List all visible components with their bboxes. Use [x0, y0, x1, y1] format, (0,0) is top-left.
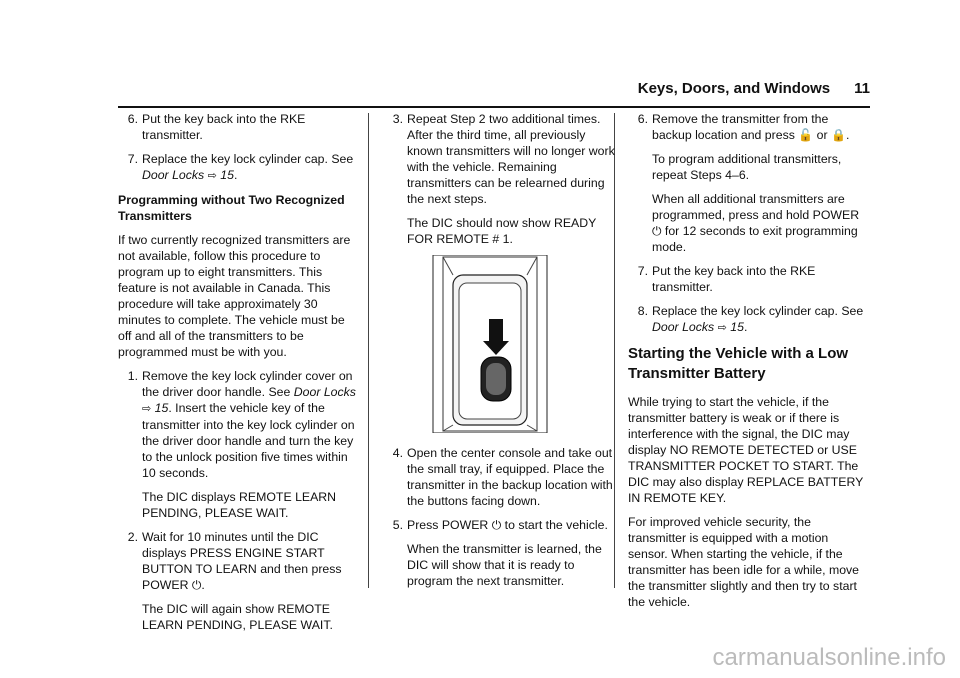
- page-number: 11: [854, 80, 870, 97]
- ref-arrow-icon: ⇨: [142, 403, 152, 415]
- console-diagram: [431, 255, 549, 433]
- watermark: carmanualsonline.info: [712, 644, 946, 671]
- power-icon: ⏻: [491, 518, 502, 532]
- power-icon: ⏻: [191, 578, 202, 592]
- door-locks-link[interactable]: Door Locks: [652, 320, 715, 334]
- console-transmitter-illustration: [431, 255, 549, 433]
- unlock-icon: 🔓: [798, 128, 814, 142]
- step-note: The DIC will again show REMOTE LEARN PENDING, PLEASE WAIT.: [142, 602, 333, 632]
- page-ref[interactable]: 15: [730, 320, 744, 334]
- column-divider: [368, 113, 369, 588]
- step-6: 6. Put the key back into the RKE transmitter.: [127, 112, 306, 142]
- subheading: Programming without Two Recognized Transmitters: [118, 193, 345, 223]
- step-note: When the transmitter is learned, the DIC will show that it is ready to program the next transmitter.: [407, 542, 602, 588]
- step-4: 4. Open the center console and take out the small tray, if equipped. Place the transmitter in the backup location with the buttons facing down.: [392, 446, 613, 508]
- section-heading: Starting the Vehicle with a Low Transmitter Battery: [628, 345, 849, 382]
- ref-arrow-icon: ⇨: [717, 322, 727, 334]
- intro-paragraph: If two currently recognized transmitters are not available, follow this procedure to program up to eight transmitters. This feature is not available in Canada. This procedure will take approximately 30 minutes to complete. The vehicle must be off and all of the transmitters to be programmed must be with you.: [118, 233, 351, 359]
- lock-icon: 🔒: [831, 128, 846, 142]
- paragraph: For improved vehicle security, the transmitter is equipped with a motion sensor. When starting the vehicle, if the transmitter has been idle for a while, move the transmitter slightly and then try to start the vehicle.: [628, 515, 860, 609]
- paragraph: While trying to start the vehicle, if the transmitter battery is weak or if there is interference with the signal, the DIC may display NO REMOTE DETECTED or USE TRANSMITTER POCKET TO START. The DIC may also display REPLACE BATTERY IN REMOTE KEY.: [628, 395, 864, 505]
- door-locks-link[interactable]: Door Locks: [142, 168, 205, 182]
- ref-arrow-icon: ⇨: [207, 170, 217, 182]
- section-title: Keys, Doors, and Windows: [637, 80, 831, 97]
- page-ref[interactable]: 15: [154, 401, 169, 415]
- step-6: 6. Remove the transmitter from the backup location and press 🔓 or 🔒. To program additional transmitters, repeat Steps 4–6. When all additional transmitters are programmed, press and hold POWER ⏻ for 12 seconds to exit programming mode.: [637, 112, 860, 254]
- step-5: 5. Press POWER ⏻ to start the vehicle. When the transmitter is learned, the DIC will show that it is ready to program the next transmitter.: [383, 517, 621, 589]
- power-icon: ⏻: [652, 224, 662, 238]
- door-locks-link[interactable]: Door Locks: [293, 385, 356, 399]
- step-7: 7. Replace the key lock cylinder cap. See Door Locks ⇨ 15.: [127, 152, 354, 182]
- header-rule: [118, 106, 870, 108]
- step-7: 7. Put the key back into the RKE transmitter.: [637, 264, 816, 294]
- column-1: [118, 111, 356, 641]
- column-2: [383, 111, 621, 597]
- step-note: The DIC displays REMOTE LEARN PENDING, PLEASE WAIT.: [142, 490, 337, 520]
- page-ref[interactable]: 15: [220, 168, 234, 182]
- page-header: [638, 80, 870, 97]
- step-note: The DIC should now show READY FOR REMOTE # 1.: [407, 216, 597, 246]
- column-3: [628, 111, 866, 618]
- step-3: 3. Repeat Step 2 two additional times. After the third time, all previously known transmitters will no longer work with the vehicle. Remaining transmitters can be relearned during the next steps. The DIC should now show READY FOR REMOTE # 1.: [383, 111, 621, 247]
- step-1: 1. Remove the key lock cylinder cover on the driver door handle. See Door Locks ⇨ 15. Insert the vehicle key of the transmitter into the key lock cylinder on the driver door handle and turn the key to the unlock position five times within 10 seconds. The DIC displays REMOTE LEARN PENDING, PLEASE WAIT.: [127, 369, 356, 520]
- step-8: 8. Replace the key lock cylinder cap. See Door Locks ⇨ 15.: [637, 304, 864, 334]
- step-2: 2. Wait for 10 minutes until the DIC displays PRESS ENGINE START BUTTON TO LEARN and then press POWER ⏻. The DIC will again show REMOTE LEARN PENDING, PLEASE WAIT.: [118, 529, 356, 633]
